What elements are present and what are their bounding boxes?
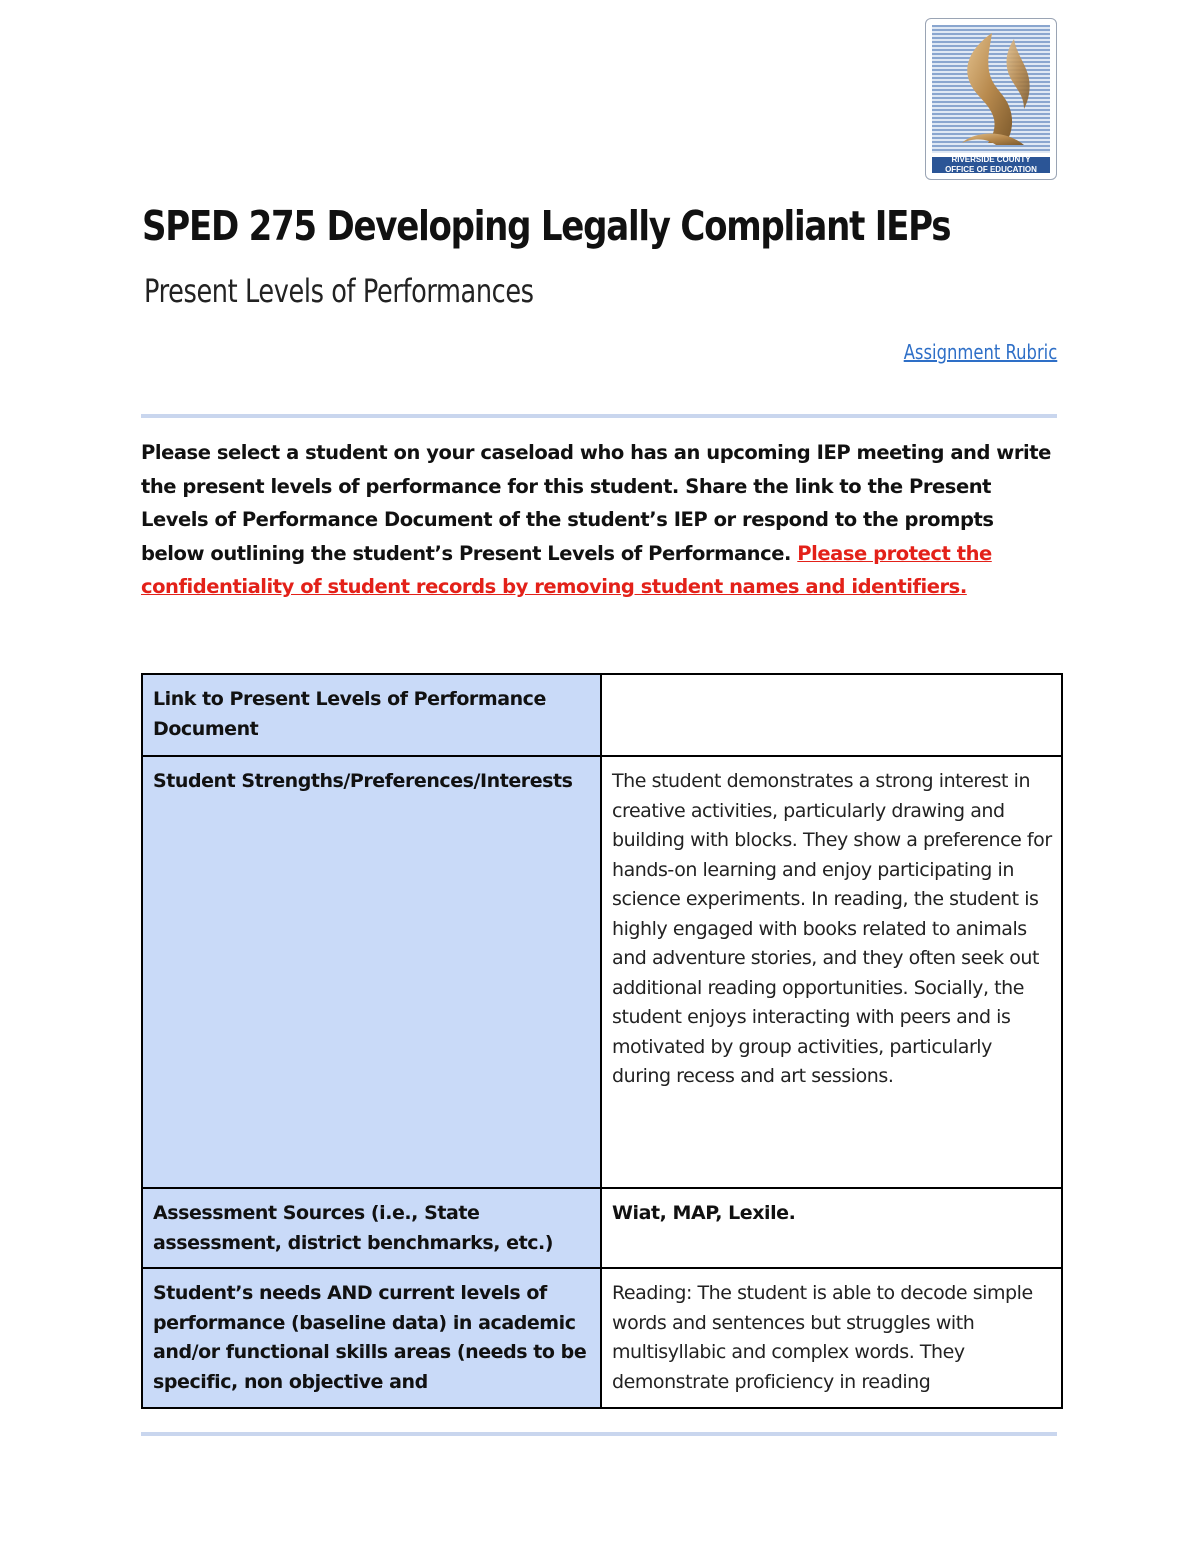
- table-row: [142, 756, 1062, 1188]
- riverside-county-logo: [925, 18, 1057, 180]
- table-row: [142, 1268, 1062, 1408]
- strengths-value: The student demonstrates a strong interest in creative activities, particularly drawing and building with blocks. They show a preference for hands-on learning and enjoy participating in science experiments. In reading, the student is highly engaged with books related to animals and adventure stories, and they often seek out additional reading opportunities. Socially, the student enjoys interacting with peers and is motivated by group activities, particularly during recess and art sessions.: [601, 756, 1062, 1188]
- top-divider: [141, 414, 1057, 418]
- table-row: [142, 1188, 1062, 1268]
- row-label-needs: Student’s needs AND current levels of performance (baseline data) in academic and/or functional skills areas (needs to be specific, non objective and: [142, 1268, 601, 1408]
- page-subtitle: Present Levels of Performances: [144, 272, 534, 310]
- instructions-text: Please select a student on your caseload who has an upcoming IEP meeting and write the present levels of performance for this student. Share the link to the Present Levels of Performance Document of the student’s IEP or respond to the prompts below outlining the student’s Present Levels of Performance.: [141, 441, 1051, 565]
- assessment-value: Wiat, MAP, Lexile.: [601, 1188, 1062, 1268]
- flame-icon: [932, 25, 1050, 153]
- logo-text: [932, 155, 1050, 175]
- page-title: SPED 275 Developing Legally Compliant IEPs: [142, 202, 951, 250]
- logo-org-line2: OFFICE OF EDUCATION: [945, 165, 1037, 174]
- logo-org-line1: RIVERSIDE COUNTY: [951, 155, 1031, 164]
- confidentiality-warning: Please protect the confidentiality of student records by removing student names and identifiers.: [141, 541, 992, 599]
- link-value-field[interactable]: [601, 674, 1062, 756]
- bottom-divider: [141, 1432, 1057, 1436]
- assignment-rubric-link[interactable]: Assignment Rubric: [903, 340, 1057, 364]
- present-levels-table: [141, 673, 1063, 1409]
- row-label-link: Link to Present Levels of Performance Document: [142, 674, 601, 756]
- instructions-paragraph: [141, 436, 1061, 604]
- row-label-assessment: Assessment Sources (i.e., State assessment, district benchmarks, etc.): [142, 1188, 601, 1268]
- row-label-strengths: Student Strengths/Preferences/Interests: [142, 756, 601, 1188]
- needs-value: Reading: The student is able to decode simple words and sentences but struggles with multisyllabic and complex words. They demonstrate proficiency in reading: [601, 1268, 1062, 1408]
- table-row: [142, 674, 1062, 756]
